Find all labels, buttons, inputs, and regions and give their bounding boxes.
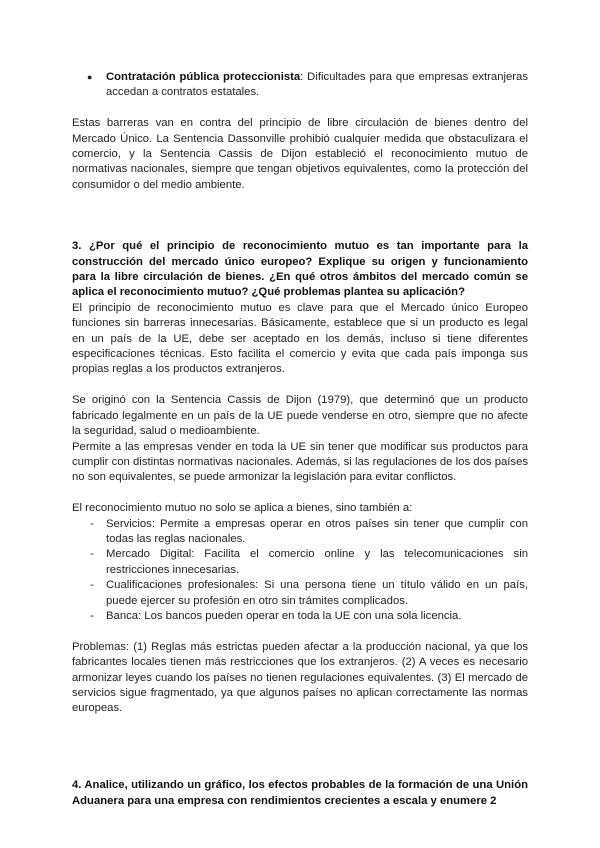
dash-marker: -	[90, 579, 94, 592]
bullet-icon: ●	[87, 72, 93, 82]
bullet-text: : Dificultades para que empresas extranjeras accedan a contratos estatales.	[106, 71, 528, 99]
q3-list	[72, 517, 528, 625]
dash-marker: -	[90, 548, 94, 561]
question-4-heading: 4. Analice, utilizando un gráfico, los efectos probables de la formación de una Unión Aduanera para una empresa con rendimientos crecientes a escala y enumere 2	[72, 779, 528, 807]
q3-paragraph-1: El principio de reconocimiento mutuo es clave para que el Mercado único Europeo funciones sin barreras innecesarias. Básicamente, establece que si un producto es legal en un país de la UE, debe ser aceptado en los demás, incluso si tiene diferentes especificaciones técnicas. Esto facilita el comercio y evita que cada país imponga sus propias reglas a los productos extranjeros.	[72, 301, 528, 376]
dash-marker: -	[90, 609, 94, 622]
q3-problems-paragraph: Problemas: (1) Reglas más estrictas pueden afectar a la producción nacional, ya que los fabricantes locales tienen más restricciones que los extranjeros. (2) A veces es necesario armonizar leyes cuando los países no tienen regulaciones equivalentes. (3) El mercado de servicios sigue fragmentado, ya que algunos países no aplican correctamente las normas europeas.	[72, 640, 528, 715]
list-item: - Servicios: Permite a empresas operar en otros países sin tener que cumplir con todas las reglas nacionales.	[90, 517, 528, 545]
q3-paragraph-3: Permite a las empresas vender en toda la UE sin tener que modificar sus productos para cumplir con distintas normativas nacionales. Además, si las regulaciones de los dos países no son equivalentes, se puede armonizar la legislación para evitar conflictos.	[72, 440, 528, 484]
document-page	[72, 70, 528, 809]
q3-paragraph-2: Se originó con la Sentencia Cassis de Dijon (1979), que determinó que un producto fabricado legalmente en un país de la UE puede venderse en otro, siempre que no afecte la seguridad, salud o medioambiente.	[72, 394, 528, 438]
bullet-bold-term: Contratación pública proteccionista	[106, 71, 301, 83]
list-item: - Mercado Digital: Facilita el comercio online y las telecomunicaciones sin restricciones innecesarias.	[90, 548, 528, 576]
list-item: - Banca: Los bancos pueden operar en toda la UE con una sola licencia.	[72, 609, 528, 624]
list-item: - Cualificaciones profesionales: Si una persona tiene un título válido en un país, puede ejercer su profesión en otro sin trámites complicados.	[90, 579, 528, 607]
paragraph-barreras: Estas barreras van en contra del principio de libre circulación de bienes dentro del Mercado Único. La Sentencia Dassonville prohibió cualquier medida que obstaculizara el comercio, y la Sentencia Cassis de Dijon estableció el reconocimiento mutuo de normativas nacionales, siempre que tengan objetivos equivalentes, como la protección del consumidor o del medio ambiente.	[72, 117, 528, 191]
bullet-item-contratacion	[72, 70, 528, 101]
q3-list-intro: El reconocimiento mutuo no solo se aplica a bienes, sino también a:	[72, 502, 413, 515]
dash-marker: -	[90, 517, 94, 530]
question-3-heading: 3. ¿Por qué el principio de reconocimiento mutuo es tan importante para la construcción del mercado único europeo? Explique su origen y funcionamiento para la libre circulación de bienes. ¿En qué otros ámbitos del mercado común se aplica el reconocimiento mutuo? ¿Qué problemas plantea su aplicación?	[72, 240, 528, 299]
